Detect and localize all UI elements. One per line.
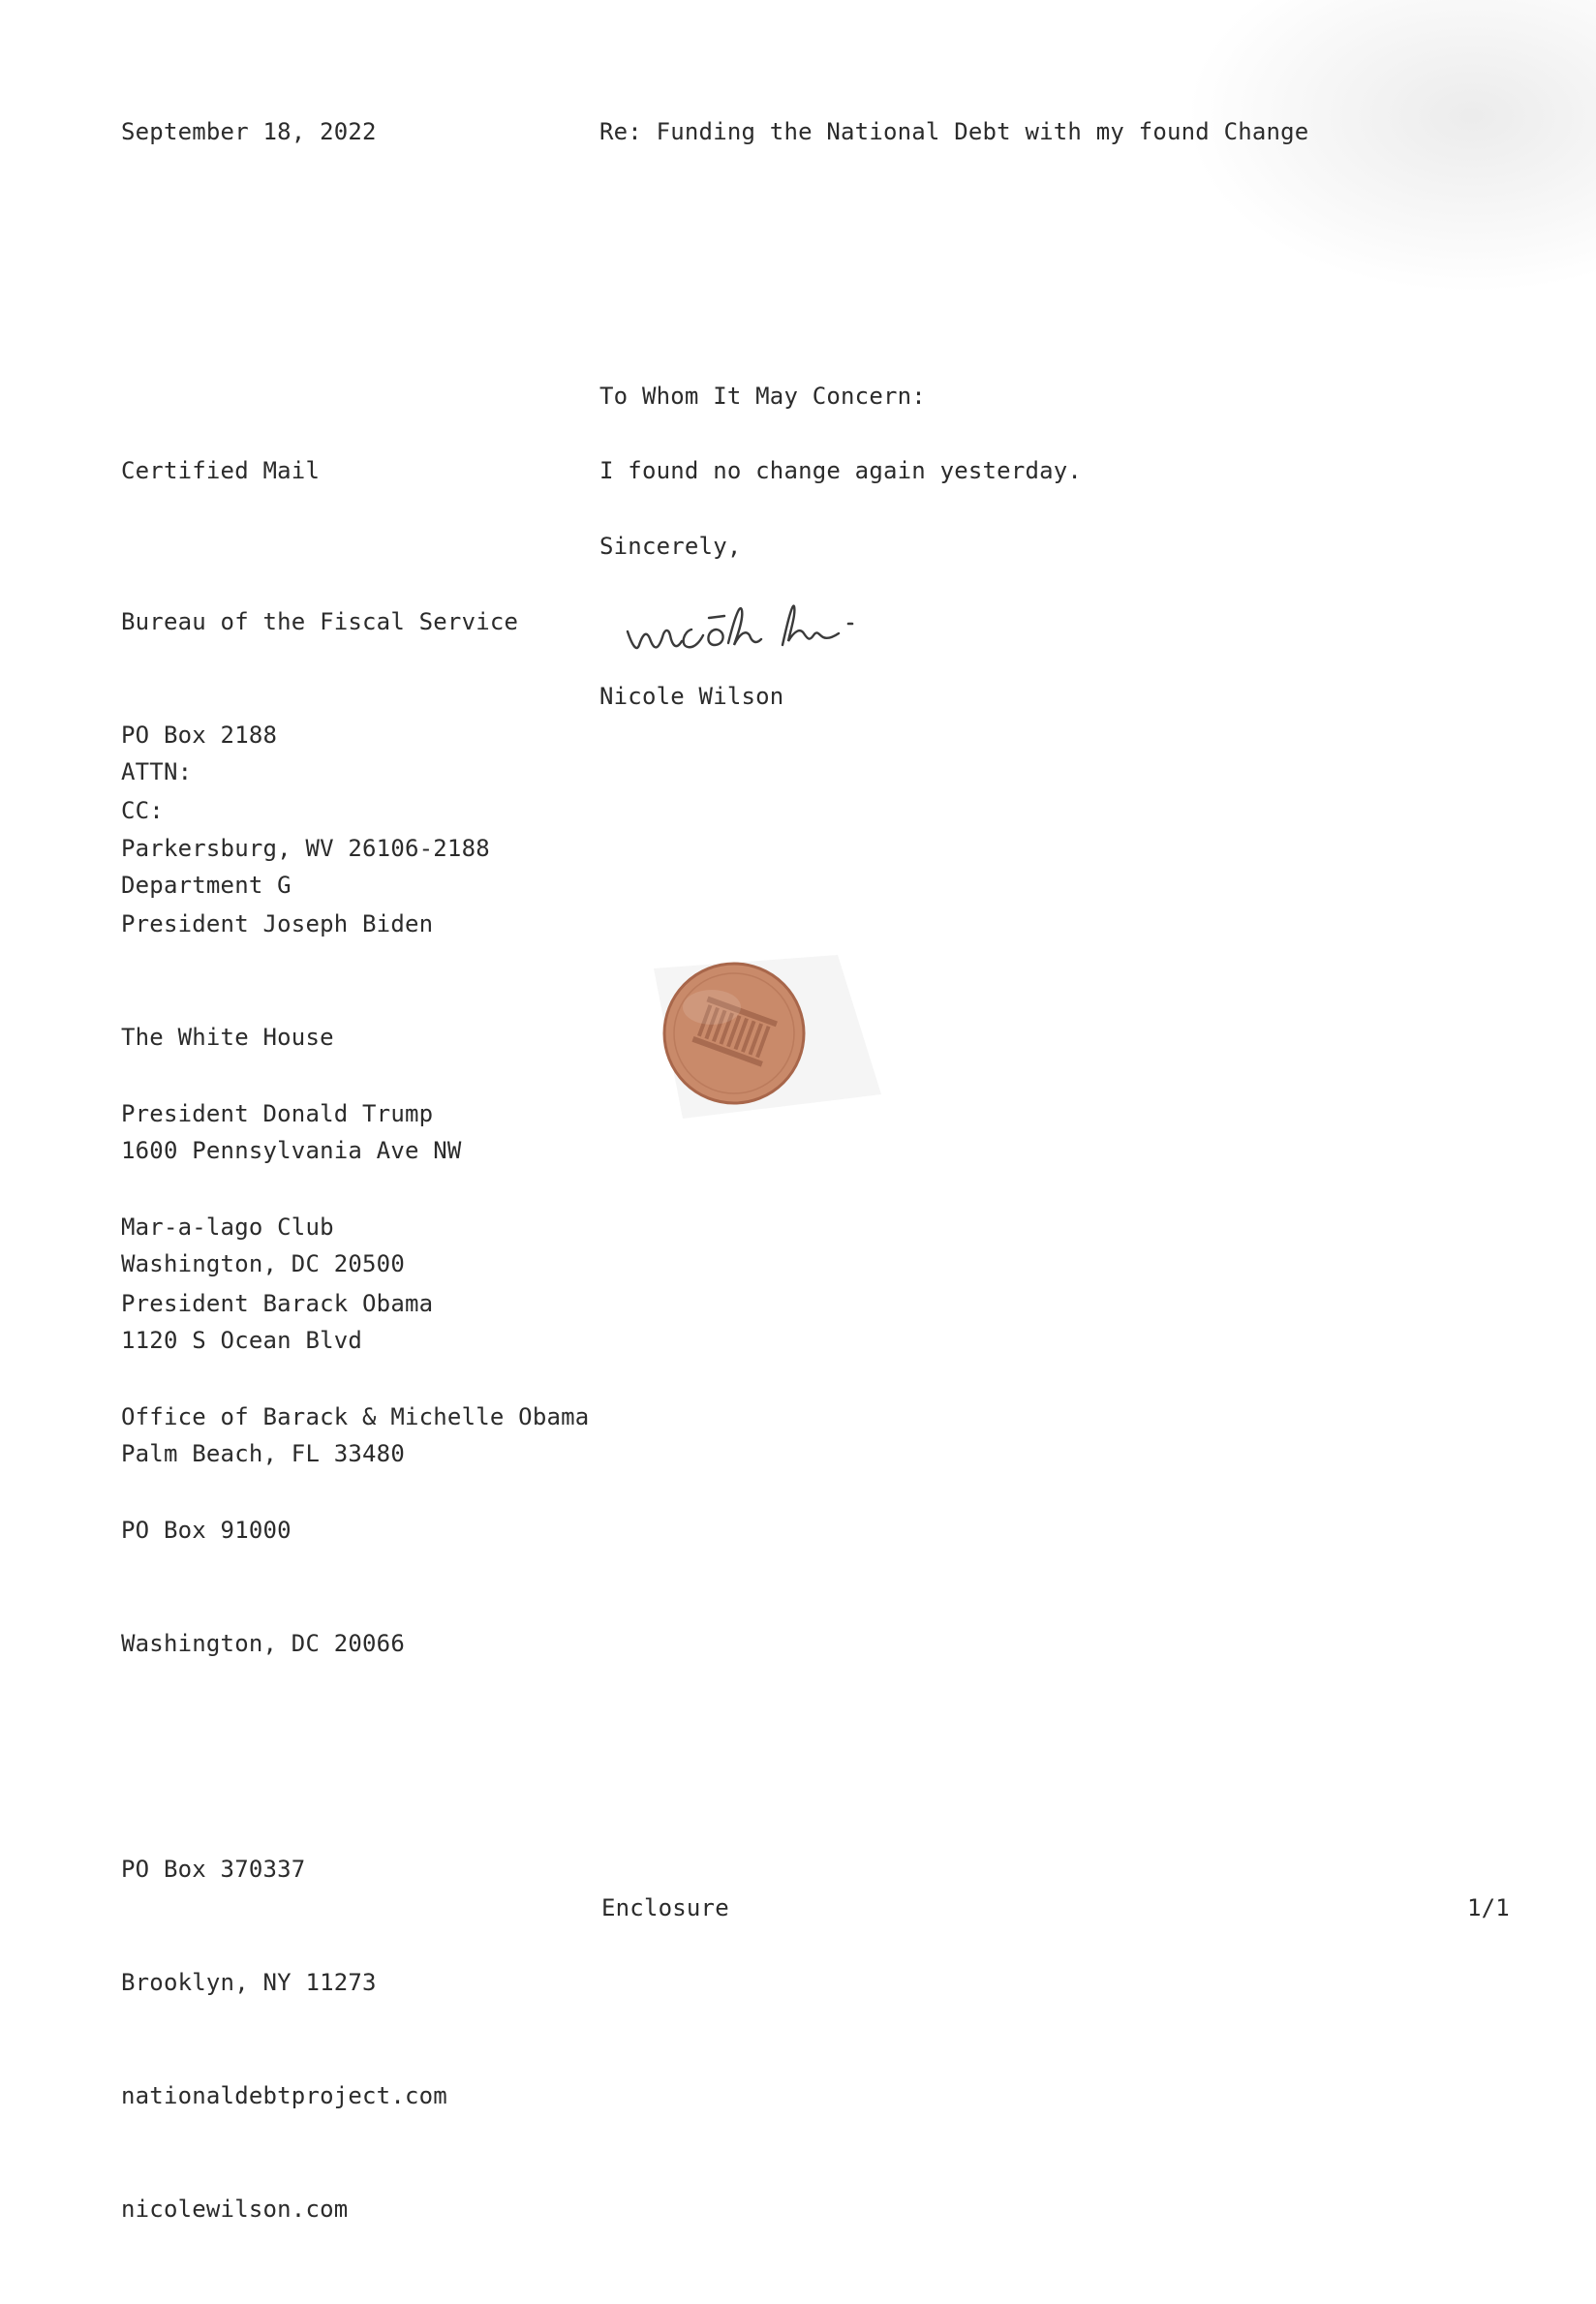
addressee-line: PO Box 2188 (121, 722, 278, 749)
enclosure-note: Enclosure (601, 1894, 729, 1921)
cc-label: CC: (121, 797, 164, 824)
cc-line: Palm Beach, FL 33480 (121, 1440, 405, 1467)
cc-recipient (121, 1210, 589, 1738)
attn-label: ATTN: (121, 758, 193, 785)
cc-line: Office of Barack & Michelle Obama (121, 1403, 590, 1430)
letter-body: I found no change again yesterday. (599, 457, 1083, 484)
cc-line: 1120 S Ocean Blvd (121, 1327, 363, 1354)
sender-line: Brooklyn, NY 11273 (121, 1969, 377, 1996)
sender-website: nicolewilson.com (121, 2196, 349, 2223)
cc-line: Washington, DC 20066 (121, 1630, 405, 1657)
cc-line: President Joseph Biden (121, 910, 434, 937)
addressee-line: Parkersburg, WV 26106-2188 (121, 835, 490, 862)
attn-department: Department G (121, 872, 292, 899)
delivery-method: Certified Mail (121, 457, 321, 484)
penny-icon (644, 949, 886, 1123)
letter-date: September 18, 2022 (121, 118, 377, 145)
handwritten-signature (620, 581, 949, 668)
taped-penny (644, 949, 886, 1123)
cc-line: Washington, DC 20500 (121, 1250, 405, 1277)
cc-line: 1600 Pennsylvania Ave NW (121, 1137, 462, 1164)
addressee-line: Bureau of the Fiscal Service (121, 608, 519, 635)
cc-line: President Barack Obama (121, 1290, 434, 1317)
signer-name: Nicole Wilson (599, 683, 784, 710)
cc-line: The White House (121, 1024, 334, 1051)
salutation: To Whom It May Concern: (599, 383, 926, 410)
sender-website: nationaldebtproject.com (121, 2082, 447, 2109)
sender-line: PO Box 370337 (121, 1856, 306, 1883)
cc-line: PO Box 91000 (121, 1517, 292, 1544)
cc-line: Mar-a-lago Club (121, 1213, 334, 1241)
closing: Sincerely, (599, 533, 742, 560)
page-number: 1/1 (1467, 1894, 1510, 1921)
sender-block (121, 1775, 447, 2304)
letter-subject: Re: Funding the National Debt with my found Change (599, 118, 1309, 145)
cc-line: President Donald Trump (121, 1100, 434, 1127)
